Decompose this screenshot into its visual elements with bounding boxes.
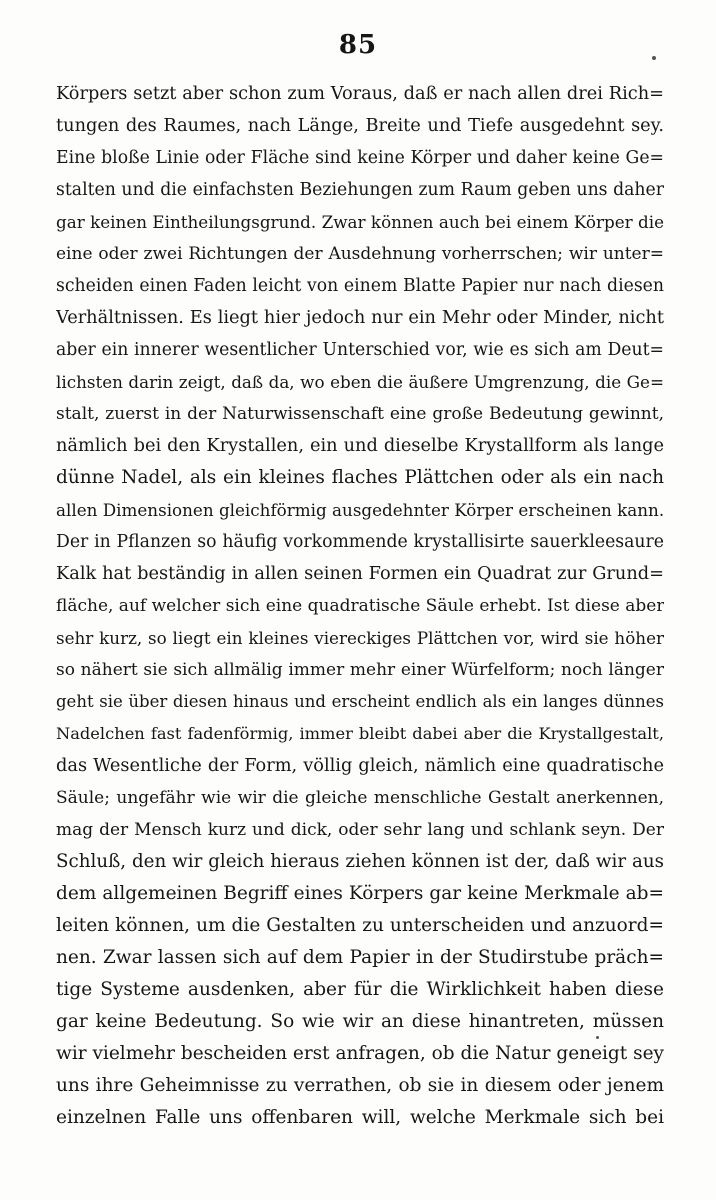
text-line: wir vielmehr bescheiden erst anfragen, ob die Natur geneigt sey (56, 1043, 664, 1064)
text-line: fläche, auf welcher sich eine quadratische Säule erhebt. Ist diese aber (56, 596, 664, 616)
text-line: Verhältnissen. Es liegt hier jedoch nur ein Mehr oder Minder, nicht (56, 308, 664, 328)
print-speck (596, 1036, 599, 1039)
text-line: Eine bloße Linie oder Fläche sind keine Körper und daher keine Ge= (56, 148, 664, 168)
text-line: Schluß, den wir gleich hieraus ziehen können ist der, daß wir aus (56, 851, 664, 872)
text-line: Säule; ungefähr wie wir die gleiche menschliche Gestalt anerkennen, (56, 788, 664, 808)
text-line: nämlich bei den Krystallen, ein und dieselbe Krystallform als lange (56, 436, 664, 456)
text-line: allen Dimensionen gleichförmig ausgedehnter Körper erscheinen kann. (56, 500, 664, 520)
text-line: dünne Nadel, als ein kleines flaches Plättchen oder als ein nach (56, 467, 664, 488)
text-line: Der in Pflanzen so häufig vorkommende krystallisirte sauerkleesaure (56, 532, 664, 552)
text-line: tige Systeme ausdenken, aber für die Wirklichkeit haben diese (56, 979, 664, 1000)
text-line: einzelnen Falle uns offenbaren will, welche Merkmale sich bei (56, 1107, 664, 1128)
text-line: Kalk hat beständig in allen seinen Formen ein Quadrat zur Grund= (56, 564, 664, 584)
text-line: dem allgemeinen Begriff eines Körpers gar keine Merkmale ab= (56, 883, 664, 904)
text-line: nen. Zwar lassen sich auf dem Papier in der Studirstube präch= (56, 947, 664, 968)
text-line: eine oder zwei Richtungen der Ausdehnung vorherrschen; wir unter= (56, 244, 664, 264)
text-line: stalten und die einfachsten Beziehungen zum Raum geben uns daher (56, 180, 664, 200)
text-line: stalt, zuerst in der Naturwissenschaft eine große Bedeutung gewinnt, (56, 404, 664, 424)
text-line: sehr kurz, so liegt ein kleines viereckiges Plättchen vor, wird sie höher (56, 628, 664, 648)
text-line: leiten können, um die Gestalten zu unterscheiden und anzuord= (56, 915, 664, 936)
text-line: so nähert sie sich allmälig immer mehr einer Würfelform; noch länger (56, 660, 664, 680)
text-line: geht sie über diesen hinaus und erscheint endlich als ein langes dünnes (56, 692, 664, 711)
text-line: das Wesentliche der Form, völlig gleich, nämlich eine quadratische (56, 756, 664, 776)
text-line: gar keinen Eintheilungsgrund. Zwar können auch bei einem Körper die (56, 212, 664, 232)
text-line: gar keine Bedeutung. So wie wir an diese hinantreten, müssen (56, 1011, 664, 1032)
text-line: Nadelchen fast fadenförmig, immer bleibt dabei aber die Krystallgestalt, (56, 724, 664, 743)
text-line: lichsten darin zeigt, daß da, wo eben die äußere Umgrenzung, die Ge= (56, 372, 664, 392)
body-text (56, 78, 664, 1134)
text-line: aber ein innerer wesentlicher Unterschied vor, wie es sich am Deut= (56, 340, 664, 360)
text-line: tungen des Raumes, nach Länge, Breite und Tiefe ausgedehnt sey. (56, 116, 664, 136)
text-line: uns ihre Geheimnisse zu verrathen, ob sie in diesem oder jenem (56, 1075, 664, 1096)
text-line: scheiden einen Faden leicht von einem Blatte Papier nur nach diesen (56, 276, 664, 296)
text-line: mag der Mensch kurz und dick, oder sehr lang und schlank seyn. Der (56, 820, 664, 840)
page-number: 85 (338, 30, 378, 60)
text-line: Körpers setzt aber schon zum Voraus, daß er nach allen drei Rich= (56, 84, 664, 104)
print-speck (652, 56, 656, 60)
